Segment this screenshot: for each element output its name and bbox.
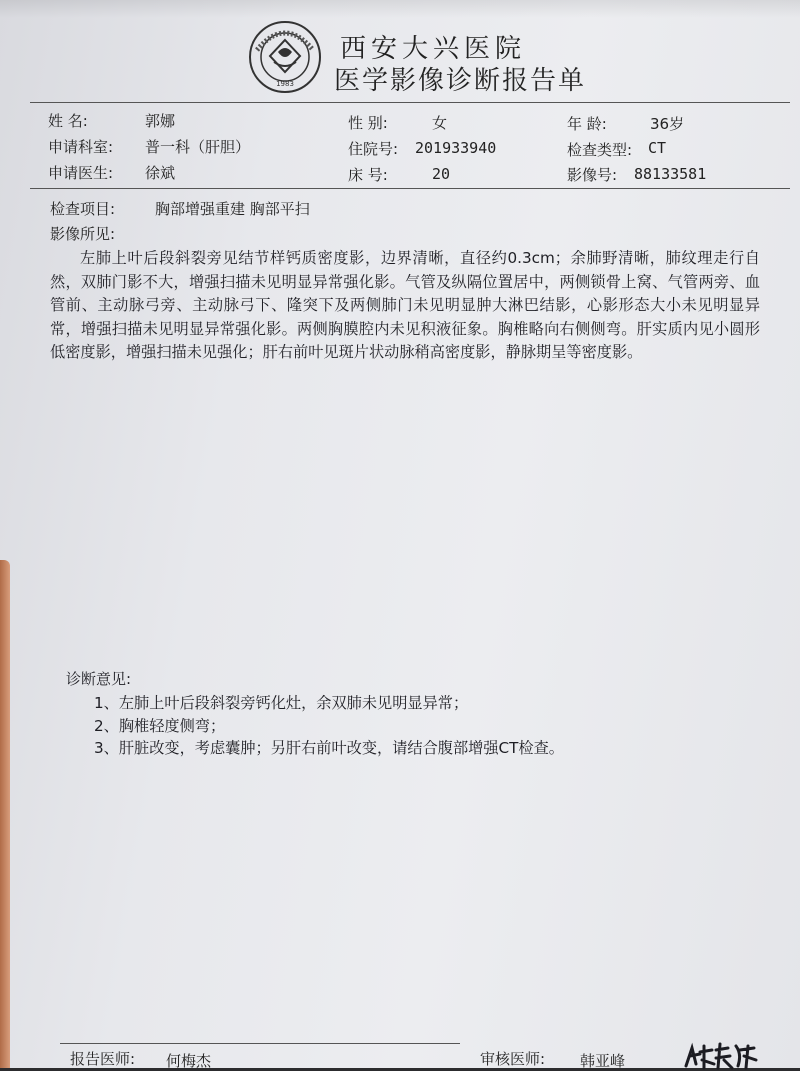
exam-type-label: 检查类型: <box>567 141 633 159</box>
dept-label: 申请科室: <box>48 138 114 156</box>
diagnosis-list <box>94 692 564 760</box>
diagnosis-item: 3、肝脏改变，考虑囊肿；另肝右前叶改变，请结合腹部增强CT检查。 <box>94 739 564 757</box>
patient-name: 郭娜 <box>145 112 176 130</box>
report-doctor-label: 报告医师: <box>70 1050 136 1068</box>
footer-divider <box>60 1043 460 1044</box>
review-doctor: 韩亚峰 <box>580 1052 626 1070</box>
exam-items: 胸部增强重建 胸部平扫 <box>155 200 310 218</box>
handwritten-signature <box>682 1040 762 1070</box>
diagnosis-item: 2、胸椎轻度侧弯； <box>94 716 226 735</box>
hospital-name: 西安大兴医院 <box>340 34 527 64</box>
sex-label: 性 别: <box>348 114 388 132</box>
doctor-label: 申请医生: <box>48 164 114 182</box>
review-doctor-label: 审核医师: <box>480 1050 546 1068</box>
admission-label: 住院号: <box>348 140 399 158</box>
logo-year: 1983 <box>276 80 294 88</box>
age-value: 36岁 <box>650 115 685 133</box>
sex-value: 女 <box>432 114 448 132</box>
findings-label: 影像所见: <box>50 225 116 243</box>
diagnosis-label: 诊断意见: <box>66 670 132 688</box>
findings-text: 左肺上叶后段斜裂旁见结节样钙质密度影，边界清晰，直径约0.3cm；余肺野清晰，肺纹理走行自然，双肺门影不大，增强扫描未见明显异常强化影。气管及纵隔位置居中，两侧锁骨上窝、气管两旁、血管前、主动脉弓旁、主动脉弓下、隆突下及两侧肺门未见明显肿大淋巴结影，心影形态大小未见明显异常，增强扫描未见明显异常强化影。两侧胸膜腔内未见积液征象。胸椎略向右侧侧弯。肝实质内见小圆形低密度影，增强扫描未见强化；肝右前叶见斑片状动脉稍高密度影，静脉期呈等密度影。 <box>50 249 760 362</box>
header-divider <box>30 102 790 103</box>
patient-name-label: 姓 名: <box>48 112 88 130</box>
image-number: 88133581 <box>634 165 707 183</box>
admission-number: 201933940 <box>415 139 497 157</box>
bed-label: 床 号: <box>348 166 388 184</box>
diagnosis-item: 1、左肺上叶后段斜裂旁钙化灶，余双肺未见明显异常； <box>94 694 469 712</box>
report-header <box>0 0 800 100</box>
report-title: 医学影像诊断报告单 <box>334 66 587 96</box>
age-label: 年 龄: <box>567 115 607 133</box>
info-divider <box>30 188 790 189</box>
bed-value: 20 <box>432 165 451 183</box>
exam-type-value: CT <box>648 139 667 157</box>
doctor-value: 徐斌 <box>145 164 176 182</box>
dept-value: 普一科（肝胆） <box>145 138 251 156</box>
hospital-seal-logo <box>248 20 322 94</box>
image-no-label: 影像号: <box>567 166 618 184</box>
exam-items-label: 检查项目: <box>50 200 116 218</box>
report-doctor: 何梅杰 <box>166 1052 212 1070</box>
